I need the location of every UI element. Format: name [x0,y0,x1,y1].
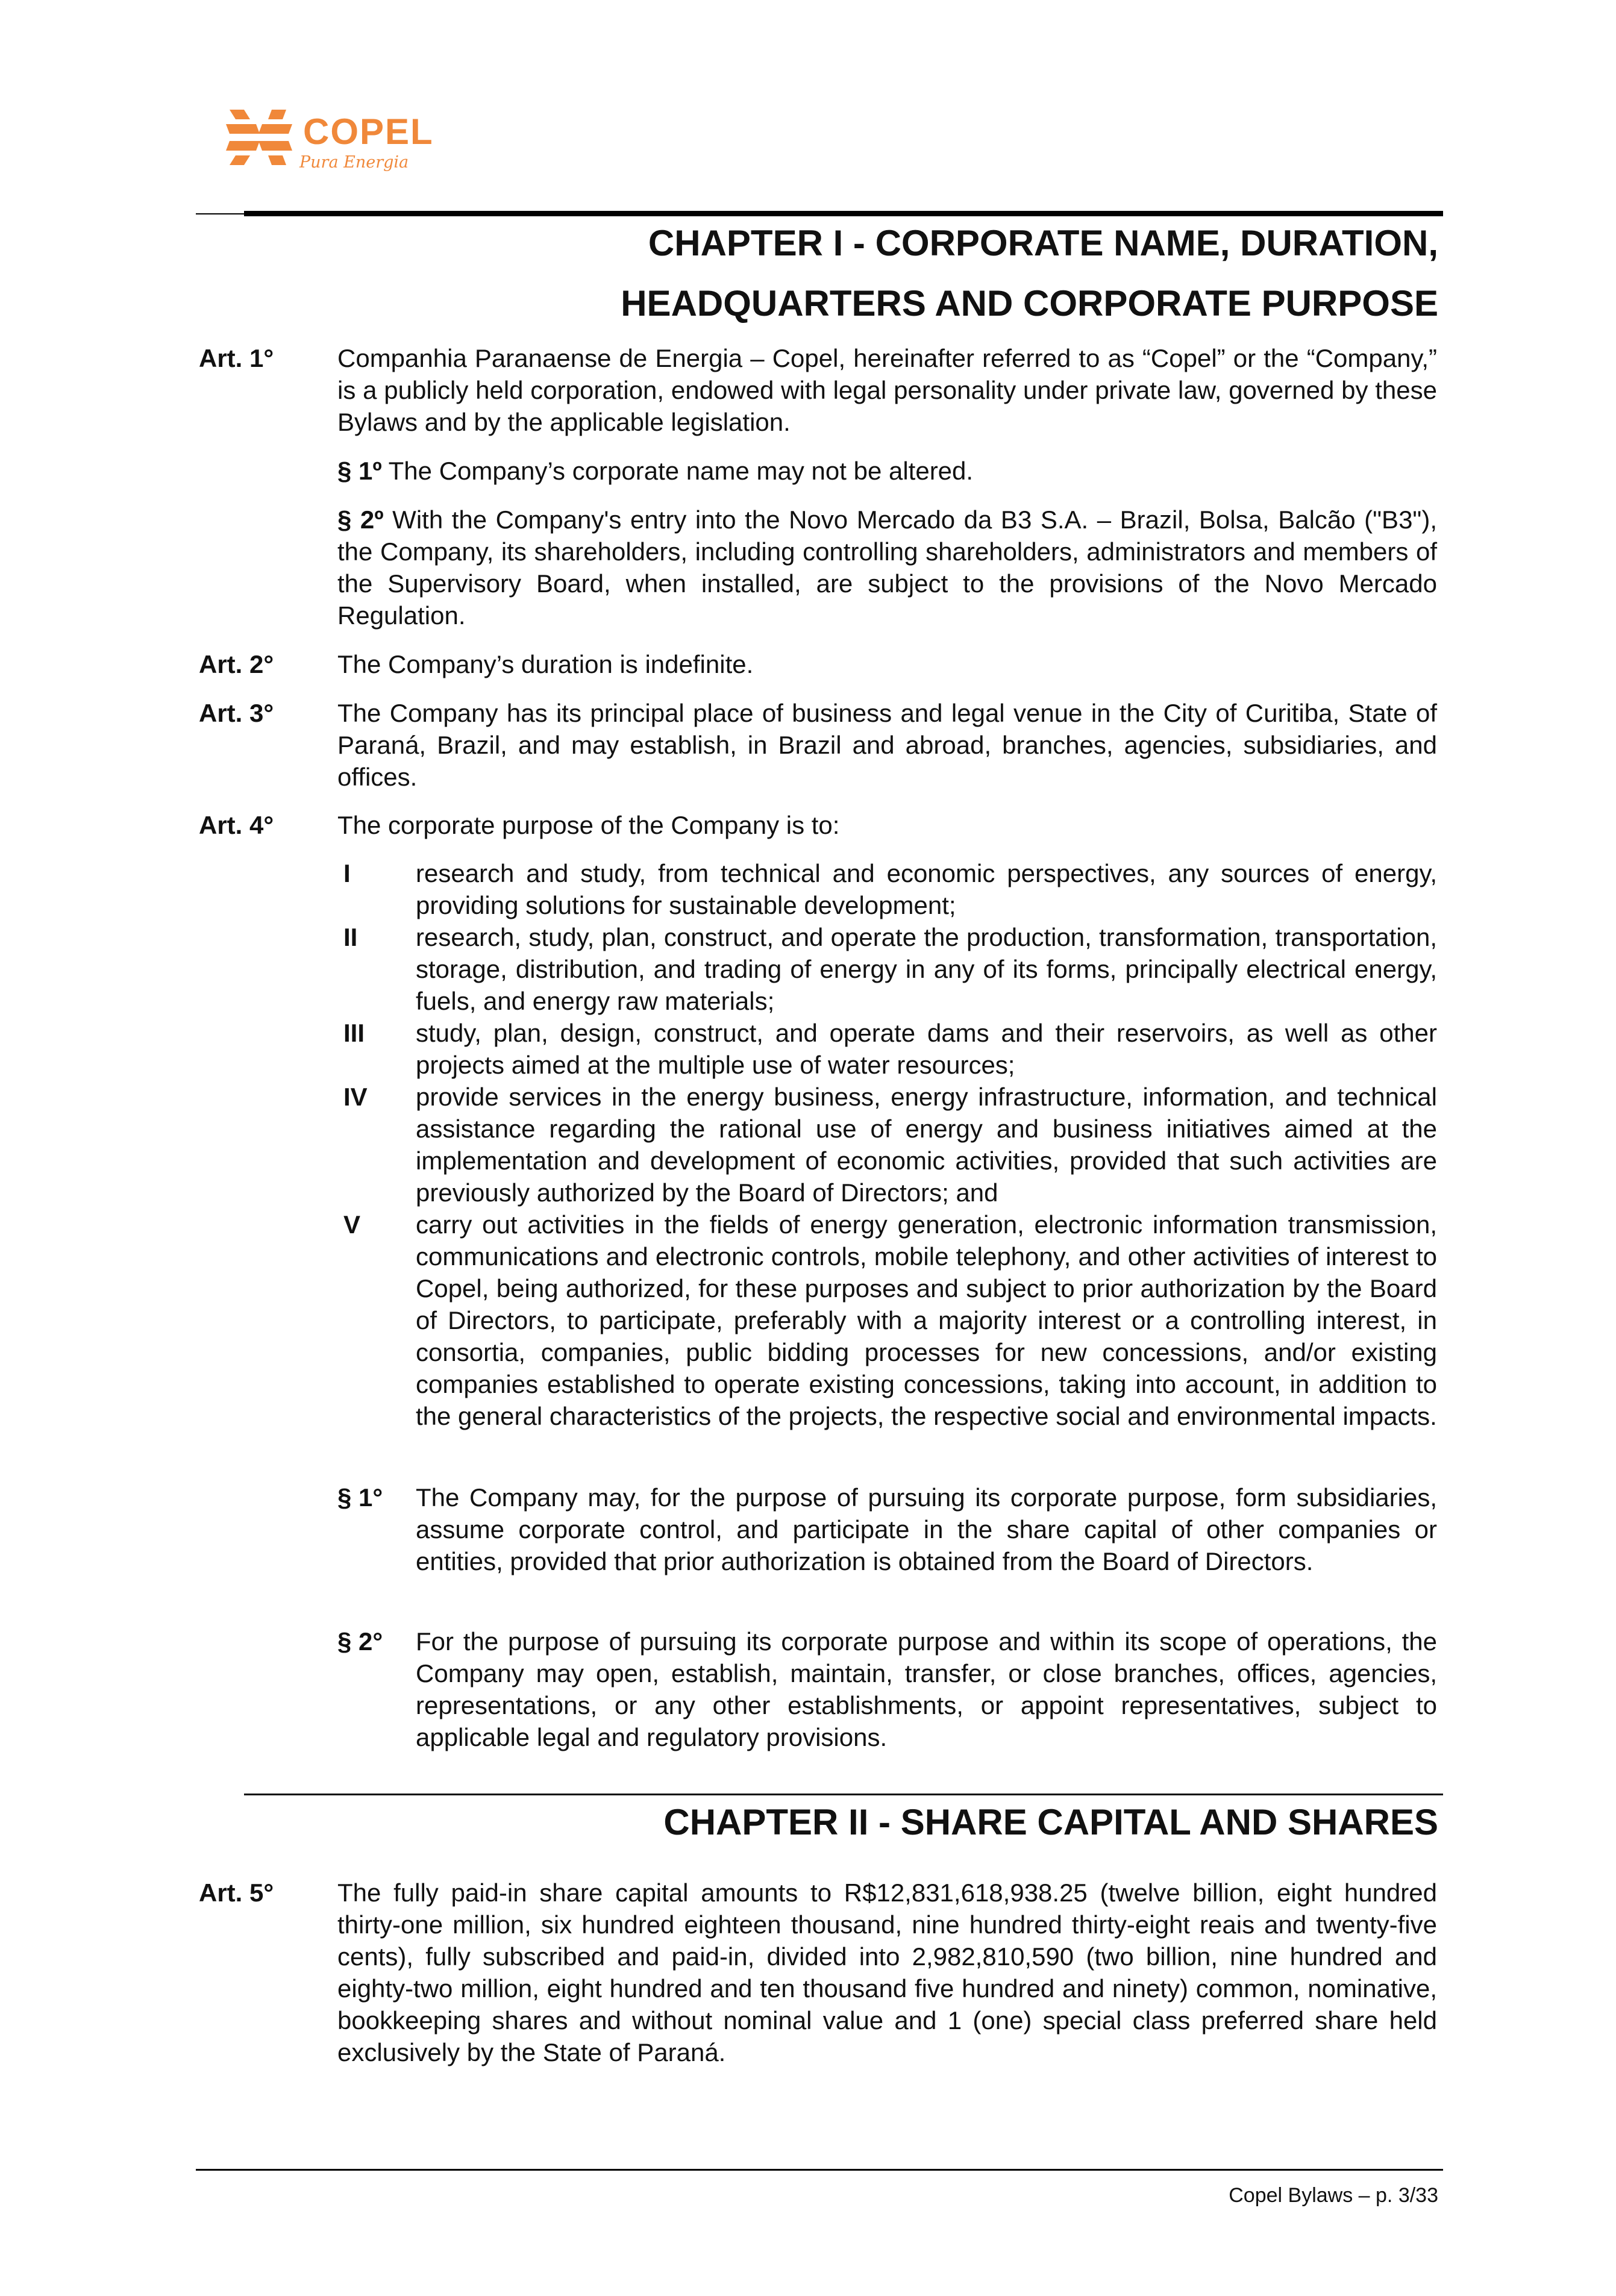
art-4-label: Art. 4° [199,811,274,839]
chapter-1-title-line-1: CHAPTER I - CORPORATE NAME, DURATION, [648,223,1438,263]
art-4-item-5-num: V [343,1210,361,1239]
art-1-p1-label: § 1º [337,457,382,485]
chapter-1-title-line-2: HEADQUARTERS AND CORPORATE PURPOSE [621,283,1438,324]
art-4-item-5-text: carry out activities in the fields of energy generation, electronic information transmission, communications and electronic controls, mobile telephony, and other activities of interest to Copel, being authorized, for these purposes and subject to prior authorization by the Board of Directors, to participate, preferably with a majority interest or a controlling interest, in consortia, companies, public bidding processes for new concessions, and/or existing companies established to operate existing concessions, taking into account, in addition to the general characteristics of the projects, the respective social and environmental impacts. [416,1210,1437,1430]
art-4-item-1-num: I [343,859,351,887]
copel-logo-icon [226,106,293,169]
art-3-label: Art. 3° [199,699,274,727]
art-4-p2-text: For the purpose of pursuing its corporate purpose and within its scope of operations, the Company may open, establish, maintain, transfer, or close branches, offices, agencies, representations, or any other establishments, or appoint representatives, subject to applicable legal and regulatory provisions. [416,1627,1437,1751]
art-2-label: Art. 2° [199,650,274,678]
art-1-p2-text: With the Company's entry into the Novo Mercado da B3 S.A. – Brazil, Bolsa, Balcão ("B3"), the Company, its shareholders, including controlling shareholders, administrators and members of the Supervisory Board, when installed, are subject to the provisions of the Novo Mercado Regulation. [337,505,1437,630]
art-1-p2-label: § 2º [337,505,384,534]
logo-tagline: Pura Energia [299,153,409,172]
art-4-p1-label: § 1° [337,1483,383,1512]
art-2-text: The Company’s duration is indefinite. [337,650,754,678]
art-4-item-3-text: study, plan, design, construct, and operate dams and their reservoirs, as well as other projects aimed at the multiple use of water resources; [416,1019,1437,1079]
art-4-item-2-num: II [343,923,358,951]
art-4-item-3-num: III [343,1019,365,1047]
footer-rule [196,2169,1443,2171]
art-4-item-1-text: research and study, from technical and economic perspectives, any sources of energy, providing solutions for sustainable development; [416,859,1437,919]
art-4-item-4-text: provide services in the energy business, energy infrastructure, information, and technical assistance regarding the rational use of energy and business initiatives aimed at the implementation and development of economic activities, provided that such activities are previously authorized by the Board of Directors; and [416,1083,1437,1207]
art-1-paragraph-1 [337,455,1437,487]
chapter-2-title: CHAPTER II - SHARE CAPITAL AND SHARES [663,1802,1438,1842]
logo-wordmark: COPEL [303,111,434,152]
art-4-text: The corporate purpose of the Company is to: [337,811,840,839]
art-5-label: Art. 5° [199,1878,274,1907]
art-1-p1-text: The Company’s corporate name may not be altered. [388,457,974,485]
art-3-text: The Company has its principal place of business and legal venue in the City of Curitiba, State of Paraná, Brazil, and may establish, in Brazil and abroad, branches, agencies, subsidiaries, and offices. [337,699,1437,791]
art-1-paragraph-2 [337,504,1437,631]
art-4-p2-label: § 2° [337,1627,383,1656]
chapter-1-title [621,213,1438,334]
art-1-label: Art. 1° [199,344,274,372]
copel-logo [226,102,443,175]
art-5-text: The fully paid-in share capital amounts to R$12,831,618,938.25 (twelve billion, eight hundred thirty-one million, six hundred eighteen thousand, nine hundred thirty-eight reais and twenty-five cents), fully subscribed and paid-in, divided into 2,982,810,590 (two billion, nine hundred and eighty-two million, eight hundred and ten thousand five hundred and ninety) common, nominative, bookkeeping shares and without nominal value and 1 (one) special class preferred share held exclusively by the State of Paraná. [337,1878,1437,2066]
art-4-item-4-num: IV [343,1083,368,1111]
art-4-p1-text: The Company may, for the purpose of pursuing its corporate purpose, form subsidiaries, assume corporate control, and participate in the share capital of other companies or entities, provided that prior authorization is obtained from the Board of Directors. [416,1483,1437,1575]
page-footer: Copel Bylaws – p. 3/33 [1229,2184,1438,2207]
art-4-item-2-text: research, study, plan, construct, and operate the production, transformation, transportation, storage, distribution, and trading of energy in any of its forms, principally electrical energy, fuels, and energy raw materials; [416,923,1437,1015]
art-1-text: Companhia Paranaense de Energia – Copel, hereinafter referred to as “Copel” or the “Company,” is a publicly held corporation, endowed with legal personality under private law, governed by these Bylaws and by the applicable legislation. [337,344,1437,436]
header-rule-left [196,213,244,214]
